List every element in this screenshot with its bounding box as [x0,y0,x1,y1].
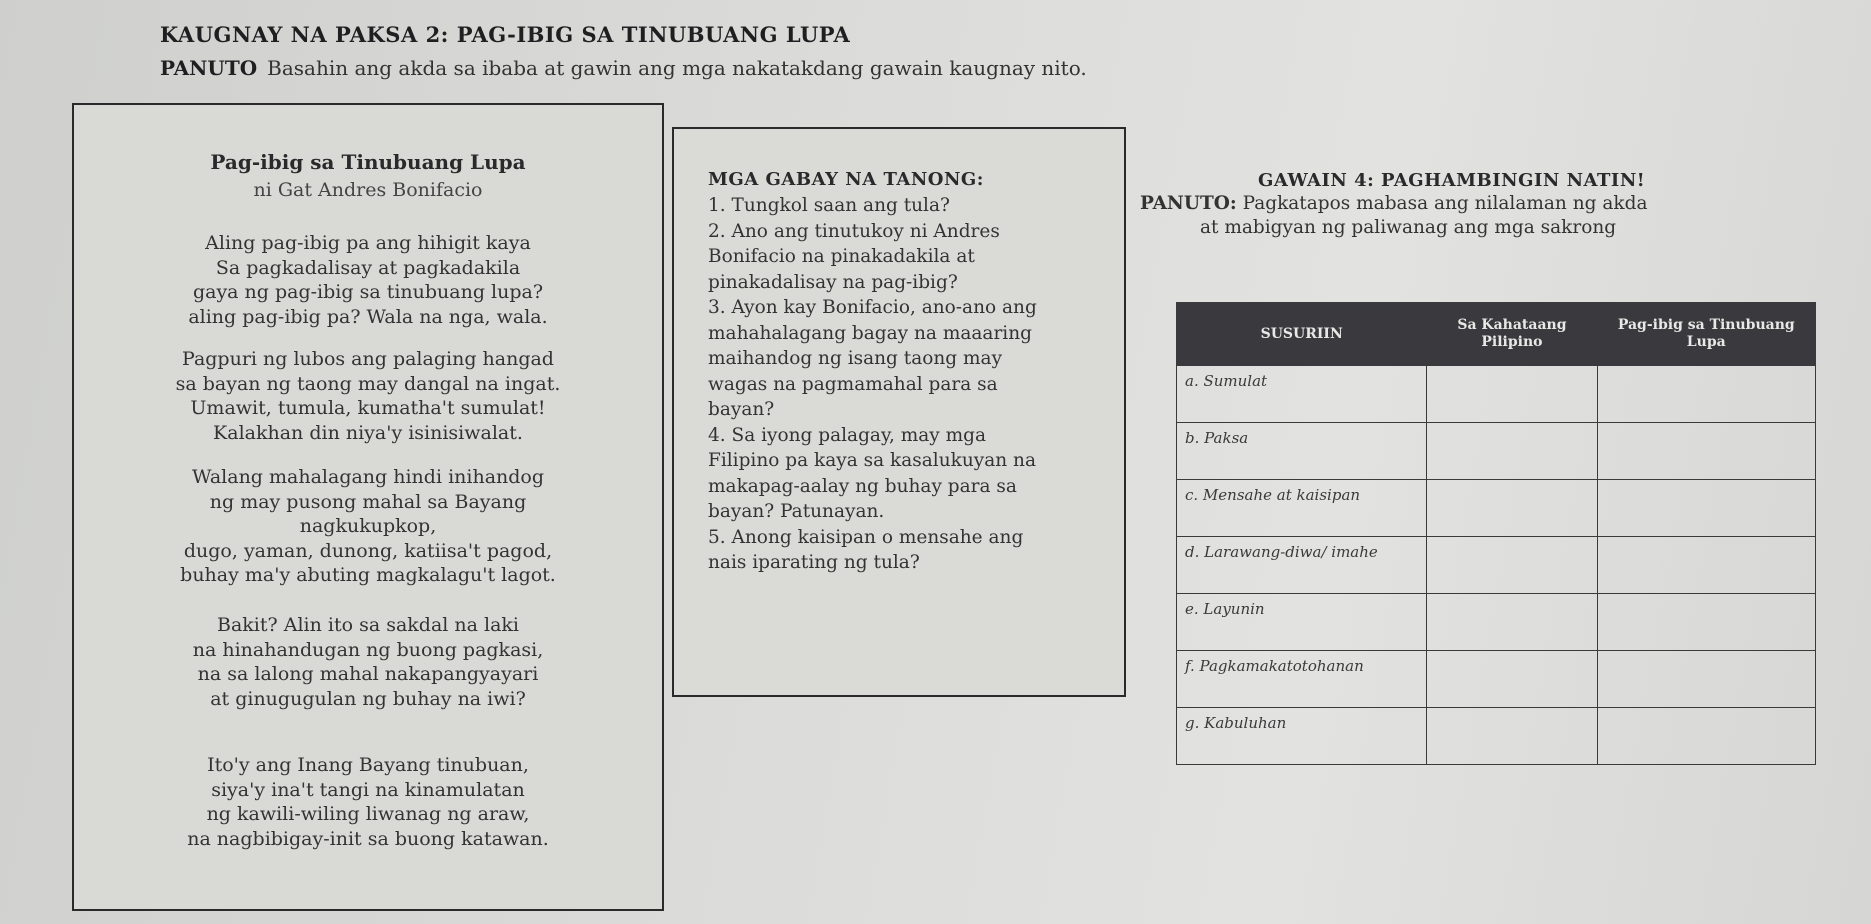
poem-stanza-1 [74,231,662,329]
table-answer-cell[interactable] [1427,537,1597,594]
table-answer-cell[interactable] [1427,708,1597,765]
table-row-label: g. Kabuluhan [1177,708,1427,765]
poem-stanza-4 [74,613,662,711]
table-row-label: f. Pagkamakatotohanan [1177,651,1427,708]
table-answer-cell[interactable] [1427,651,1597,708]
table-row [1177,366,1816,423]
question-line: makapag-aalay ng buhay para sa [708,475,1017,497]
directions [160,56,1087,80]
poem-line: buhay ma'y abuting magkalagu't lagot. [180,564,556,586]
table-row [1177,480,1816,537]
comparison-table [1176,302,1816,765]
activity-instr-line1: Pagkatapos mabasa ang nilalaman ng akda [1242,193,1648,214]
question-line: 5. Anong kaisipan o mensahe ang [708,526,1024,548]
table-row-label: b. Paksa [1177,423,1427,480]
table-header-susuriin: SUSURIIN [1177,303,1427,366]
poem-box [72,103,664,911]
table-row [1177,651,1816,708]
table-answer-cell[interactable] [1427,423,1597,480]
question-line: wagas na pagmamahal para sa [708,373,998,395]
activity-instructions [1140,192,1740,240]
directions-label: PANUTO [160,56,258,80]
table-answer-cell[interactable] [1597,423,1816,480]
poem-line: at ginugugulan ng buhay na iwi? [210,687,526,710]
poem-line: siya'y ina't tangi na kinamulatan [211,778,525,801]
table-answer-cell[interactable] [1427,594,1597,651]
question-line: Bonifacio na pinakadakila at [708,246,975,267]
question-line: bayan? Patunayan. [708,501,885,522]
activity-title: GAWAIN 4: PAGHAMBINGIN NATIN! [1258,170,1646,191]
poem-stanza-3 [74,465,662,588]
question-line: 2. Ano ang tinutukoy ni Andres [708,220,1000,242]
poem-line: Bakit? Alin ito sa sakdal na laki [217,614,519,636]
poem-line: aling pag-ibig pa? Wala na nga, wala. [188,305,548,328]
table-row [1177,537,1816,594]
question-line: 1. Tungkol saan ang tula? [708,195,950,216]
questions-list [708,193,1128,576]
poem-line: na hinahandugan ng buong pagkasi, [192,638,544,661]
poem-line: Aling pag-ibig pa ang hihigit kaya [205,232,531,254]
table-row-label: d. Larawang-diwa/ imahe [1177,537,1427,594]
table-answer-cell[interactable] [1597,366,1816,423]
poem-line: Kalakhan din niya'y isinisiwalat. [213,421,523,444]
table-answer-cell[interactable] [1597,537,1816,594]
poem-stanza-2 [74,347,662,445]
question-line: bayan? [708,399,775,420]
table-answer-cell[interactable] [1427,480,1597,537]
questions-heading: MGA GABAY NA TANONG: [708,169,984,190]
question-line: nais iparating ng tula? [708,552,920,573]
table-row-label: a. Sumulat [1177,366,1427,423]
question-line: 4. Sa iyong palagay, may mga [708,424,987,446]
question-line: pinakadalisay na pag-ibig? [708,271,958,293]
poem-line: na nagbibigay-init sa buong katawan. [187,827,549,850]
poem-line: gaya ng pag-ibig sa tinubuang lupa? [192,281,544,303]
poem-line: Sa pagkadalisay at pagkadakila [215,256,521,279]
table-row [1177,708,1816,765]
activity-instr-label: PANUTO: [1140,193,1237,214]
table-answer-cell[interactable] [1597,651,1816,708]
question-line: maihandog ng isang taong may [708,348,1003,369]
poem-line: ng may pusong mahal sa Bayang [209,490,527,513]
poem-stanza-5 [74,753,662,851]
table-answer-cell[interactable] [1427,366,1597,423]
table-header-pag-ibig: Pag-ibig sa Tinubuang Lupa [1597,303,1816,366]
table-answer-cell[interactable] [1597,594,1816,651]
table-row [1177,594,1816,651]
question-line: mahahalagang bagay na maaaring [708,322,1032,344]
table-row [1177,423,1816,480]
activity-instr-line2: at mabigyan ng paliwanag ang mga sakrong [1200,217,1617,238]
poem-title: Pag-ibig sa Tinubuang Lupa [210,150,526,174]
table-row-label: c. Mensahe at kaisipan [1177,480,1427,537]
poem-line: Ito'y ang Inang Bayang tinubuan, [207,754,529,776]
poem-author: ni Gat Andres Bonifacio [253,179,483,201]
directions-text: Basahin ang akda sa ibaba at gawin ang mga nakatakdang gawain kaugnay nito. [267,56,1087,80]
guide-questions-box [672,127,1126,697]
question-line: 3. Ayon kay Bonifacio, ano-ano ang [708,297,1037,318]
poem-line: Walang mahalagang hindi inihandog [191,466,545,488]
table-header-kabataang: Sa Kahataang Pilipino [1427,303,1597,366]
table-answer-cell[interactable] [1597,708,1816,765]
table-row-label: e. Layunin [1177,594,1427,651]
question-line: Filipino pa kaya sa kasalukuyan na [708,450,1036,471]
poem-line: sa bayan ng taong may dangal na ingat. [175,372,561,395]
poem-line: Umawit, tumula, kumatha't sumulat! [190,397,546,419]
poem-line: na sa lalong mahal nakapangyayari [197,663,539,685]
poem-line: nagkukupkop, [299,515,437,537]
table-header-row [1177,303,1816,366]
poem-line: ng kawili-wiling liwanag ng araw, [206,803,530,825]
page-title: KAUGNAY NA PAKSA 2: PAG-IBIG SA TINUBUANG LUPA [160,22,851,47]
table-answer-cell[interactable] [1597,480,1816,537]
poem-line: Pagpuri ng lubos ang palaging hangad [182,348,554,370]
poem-line: dugo, yaman, dunong, katiisa't pagod, [183,539,553,562]
